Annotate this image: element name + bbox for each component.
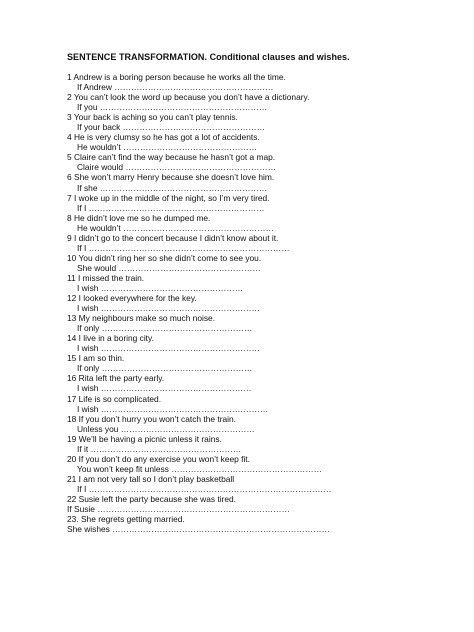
- answer-line: If only ………………………………………………: [77, 363, 253, 374]
- answer-line: You won’t keep fit unless ………………………………………………: [77, 463, 322, 474]
- exercise-prompt: 19 We’ll be having a picnic unless it rains.: [67, 433, 222, 444]
- exercise-prompt: 12 I looked everywhere for the key.: [67, 293, 197, 304]
- answer-line: If only ………………………………………………: [77, 323, 253, 334]
- exercise-list: [67, 72, 447, 534]
- exercise-prompt: 6 She won’t marry Henry because she doesn’t love him.: [67, 172, 275, 183]
- exercise-prompt: 16 Rita left the party early.: [67, 373, 165, 384]
- answer-line: If Andrew …………………………………………………: [77, 82, 274, 93]
- exercise-prompt: 1 Andrew is a boring person because he works all the time.: [67, 72, 286, 82]
- answer-line: If she ……………………………………………………: [77, 182, 268, 193]
- exercise-prompt: 23. She regrets getting married.: [67, 514, 185, 525]
- exercise-prompt: 17 Life is so complicated.: [67, 393, 162, 404]
- answer-line: If your back ……………………………………………: [77, 122, 265, 133]
- answer-line: If I ………………………………………………………………: [77, 242, 290, 253]
- answer-line: Unless you …………………………………………: [77, 423, 255, 434]
- exercise-prompt: 20 If you don’t do any exercise you won’t keep fit.: [67, 453, 250, 464]
- exercise-prompt: 10 You didn’t ring her so she didn’t come to see you.: [67, 252, 262, 263]
- exercise-prompt: 7 I woke up in the middle of the night, so I’m very tired.: [67, 192, 270, 203]
- answer-line: I wish ………………………………………………: [77, 383, 252, 394]
- exercise-prompt: 13 My neighbours make so much noise.: [67, 313, 216, 324]
- answer-line: She would ……………………………………………: [77, 262, 261, 273]
- answer-line: If I ……………………………………………………………………………: [77, 483, 332, 494]
- answer-line: She wishes ……………………………………………………………………: [67, 524, 330, 535]
- exercise-prompt: 14 I live in a boring city.: [67, 333, 154, 344]
- exercise-prompt: 21 I am not very tall so I don’t play basketball: [67, 473, 235, 484]
- exercise-prompt: 15 I am so thin.: [67, 353, 125, 364]
- answer-line: I wish ……………………………………………: [77, 282, 244, 293]
- answer-line: He wouldn’t ………………………………………………: [77, 222, 274, 233]
- exercise-prompt: 8 He didn’t love me so he dumped me.: [67, 212, 211, 223]
- exercise-prompt: 4 He is very clumsy so he has got a lot of accidents.: [67, 132, 260, 143]
- exercise-prompt: 3 Your back is aching so you can’t play tennis.: [67, 112, 238, 123]
- answer-line: I wish …………………………………………………: [77, 343, 260, 354]
- answer-line: I wish ……………………………………………………: [77, 403, 269, 414]
- answer-line: If it ………………………………………………: [77, 443, 242, 454]
- worksheet-title: SENTENCE TRANSFORMATION. Conditional clauses and wishes.: [67, 52, 350, 62]
- exercise-prompt: 22 Susie left the party because she was tired.: [67, 493, 236, 504]
- answer-line: Claire would ………………………………………………: [77, 162, 277, 173]
- exercise-prompt: 9 I didn’t go to the concert because I didn’t know about it.: [67, 232, 279, 243]
- exercise-prompt: 2 You can’t look the word up because you don’t have a dictionary.: [67, 92, 310, 103]
- exercise-prompt: 11 I missed the train.: [67, 272, 145, 283]
- answer-line: I wish …………………………………………………: [77, 303, 260, 314]
- exercise-prompt: 5 Claire can’t find the way because he hasn’t got a map.: [67, 152, 276, 163]
- exercise-prompt: 18 If you don’t hurry you won’t catch the train.: [67, 413, 236, 424]
- answer-line: If I ………………………………………………………: [77, 202, 265, 213]
- answer-line: He wouldn’t …………………………………………: [77, 142, 258, 153]
- answer-line: If Susie ……………………………………………………………: [67, 504, 290, 515]
- answer-line: If you ……………………………………………………: [77, 102, 268, 113]
